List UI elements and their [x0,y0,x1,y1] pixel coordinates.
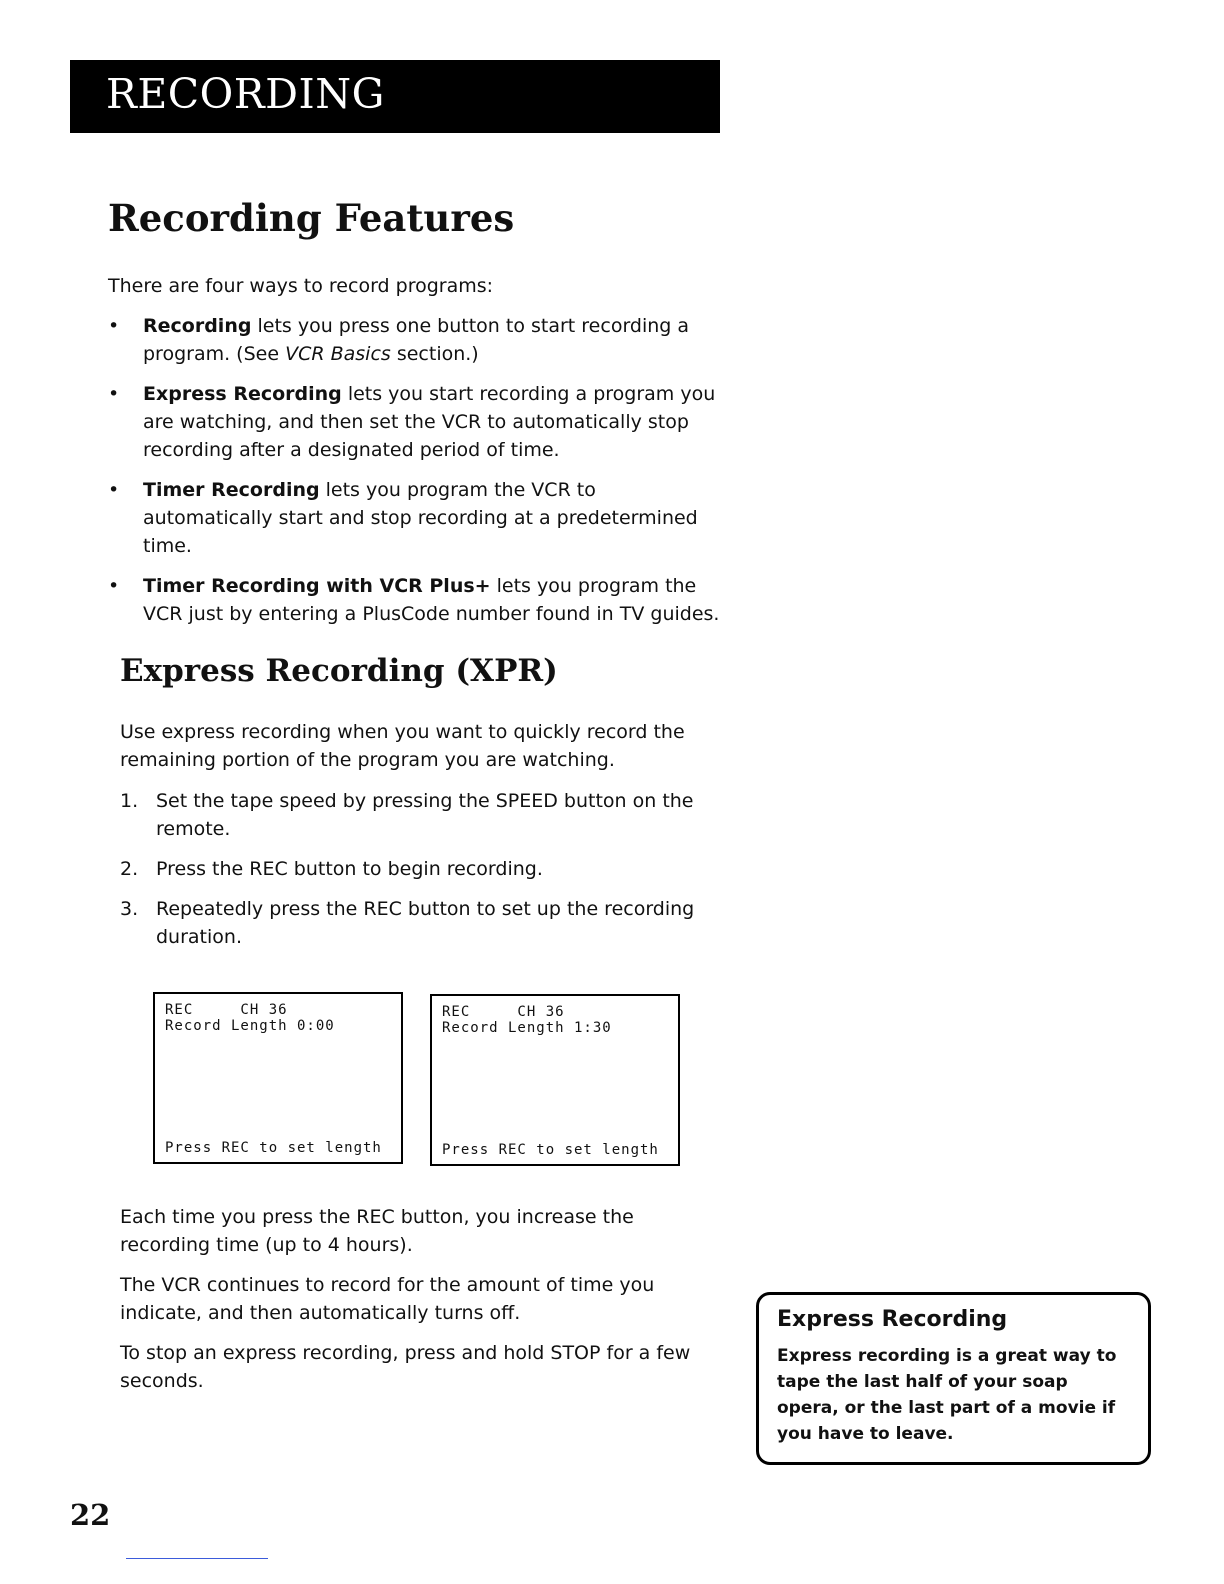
feature-list [108,312,728,640]
feature-term: Timer Recording [143,479,320,501]
page-number: 22 [70,1498,111,1532]
page-title: Recording Features [108,196,515,240]
section-title: RECORDING [106,70,385,118]
screen-record-length: Record Length 0:00 [165,1018,335,1034]
sidebar-body: Express recording is a great way to tape the last half of your soap opera, or the last part of a movie if you have to leave. [777,1346,1117,1444]
feature-description: lets you program the VCR just by entering a PlusCode number found in TV guides. [143,575,720,625]
feature-description-end: section.) [390,343,479,365]
screen-record-length: Record Length 1:30 [442,1020,612,1036]
intro-text: There are four ways to record programs: [108,275,494,297]
feature-description: lets you program the VCR to automatically start and stop recording at a predetermined time. [143,479,698,557]
tip-sidebar-box [756,1292,1151,1465]
bullet-marker: • [108,575,120,597]
step-text: Set the tape speed by pressing the SPEED button on the remote. [156,790,694,840]
step-item [120,787,710,843]
feature-term: Recording [143,315,252,337]
paragraph-auto-off: The VCR continues to record for the amount of time you indicate, and then automatically turns off. [120,1274,655,1324]
bullet-marker: • [108,479,120,501]
bullet-marker: • [108,383,120,405]
step-item [120,895,710,951]
bullet-marker: • [108,315,120,337]
footer-rule [126,1558,268,1559]
step-list [120,787,710,963]
step-text: Press the REC button to begin recording. [156,858,543,880]
feature-term: Timer Recording with VCR Plus+ [143,575,491,597]
screen-status-line: REC CH 36 [165,1002,288,1018]
list-item [108,312,728,368]
step-number: 3. [120,898,139,920]
tv-screen-display-set [430,994,680,1166]
xpr-heading: Express Recording (XPR) [120,653,558,689]
sidebar-title: Express Recording [777,1307,1008,1332]
xpr-intro: Use express recording when you want to quickly record the remaining portion of the program you are watching. [120,721,685,771]
section-reference: VCR Basics [285,343,391,365]
step-number: 1. [120,790,139,812]
list-item [108,380,728,464]
tv-screen-display-initial [153,992,403,1164]
list-item [108,476,728,560]
feature-description: lets you press one button to start recording a program. (See [143,315,690,365]
step-number: 2. [120,858,139,880]
paragraph-stop: To stop an express recording, press and hold STOP for a few seconds. [120,1342,691,1392]
feature-description: lets you start recording a program you are watching, and then set the VCR to automatically stop recording after a designated period of time. [143,383,716,461]
screen-instruction: Press REC to set length [442,1142,659,1158]
step-item [120,855,710,883]
paragraph-increase-time: Each time you press the REC button, you increase the recording time (up to 4 hours). [120,1206,634,1256]
section-header-bar [70,60,720,133]
step-text: Repeatedly press the REC button to set up the recording duration. [156,898,695,948]
feature-term: Express Recording [143,383,342,405]
list-item [108,572,728,628]
screen-instruction: Press REC to set length [165,1140,382,1156]
screen-status-line: REC CH 36 [442,1004,565,1020]
